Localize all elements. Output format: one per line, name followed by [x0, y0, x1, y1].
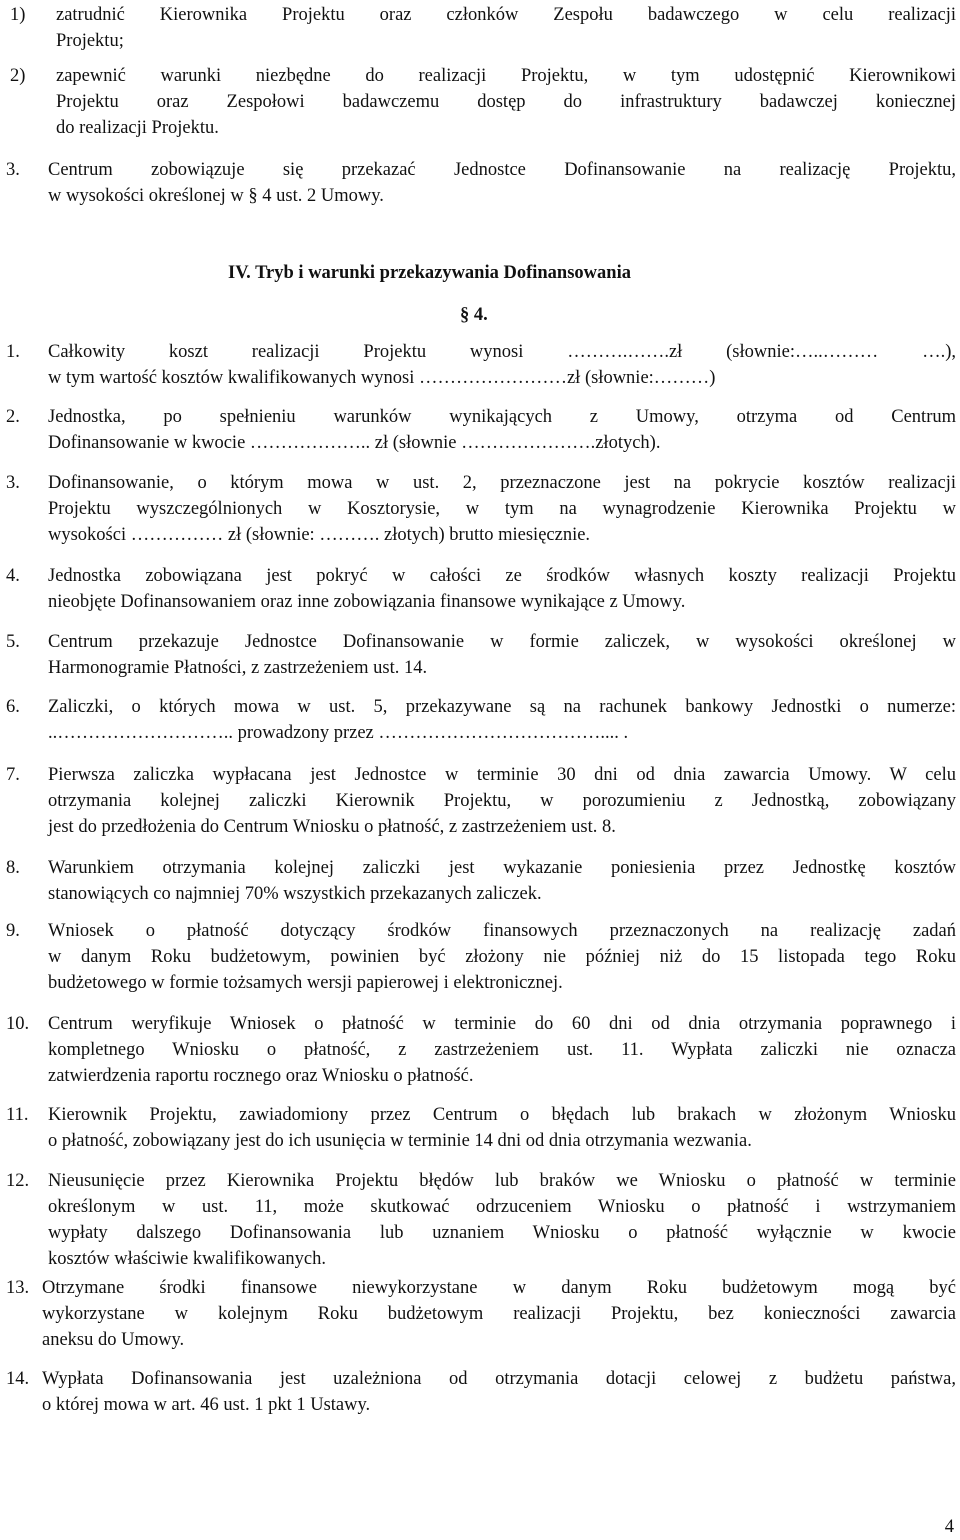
top-item-3: [6, 157, 956, 209]
list-item-6: [6, 694, 956, 746]
item-text-line: Zaliczki, o których mowa w ust. 5, przekazywane są na rachunek bankowy Jednostki o numerze:: [48, 697, 956, 717]
item-number: 5.: [6, 632, 20, 652]
item-text-line: Warunkiem otrzymania kolejnej zaliczki jest wykazanie poniesienia przez Jednostkę kosztów: [48, 858, 956, 878]
item-text-line: nieobjęte Dofinansowaniem oraz inne zobowiązania finansowe wynikające z Umowy.: [48, 592, 686, 612]
item-text-line: Projektu oraz Zespołowi badawczemu dostęp do infrastruktury badawczej koniecznej: [56, 92, 956, 112]
item-text-line: w danym Roku budżetowym, powinien być złożony nie później niż do 15 listopada tego Roku: [48, 947, 956, 967]
item-text-line: budżetowego w formie tożsamych wersji papierowej i elektronicznej.: [48, 973, 563, 993]
item-text-line: Dofinansowanie, o którym mowa w ust. 2, przeznaczone jest na pokrycie kosztów realizacji: [48, 473, 956, 493]
item-number: 6.: [6, 697, 20, 717]
item-number: 1): [10, 5, 26, 25]
top-item-1: [10, 2, 956, 54]
item-text-line: wypłaty dalszego Dofinansowania lub uznaniem Wniosku o płatność wyłącznie w kwocie: [48, 1223, 956, 1243]
item-number: 4.: [6, 566, 20, 586]
item-text-line: kompletnego Wniosku o płatność, z zastrzeżeniem ust. 11. Wypłata zaliczki nie oznacza: [48, 1040, 956, 1060]
item-number: 1.: [6, 342, 20, 362]
item-text-line: Projektu wyszczególnionych w Kosztorysie, w tym na wynagrodzenie Kierownika Projektu w: [48, 499, 956, 519]
item-number: 8.: [6, 858, 20, 878]
item-text-line: Harmonogramie Płatności, z zastrzeżeniem ust. 14.: [48, 658, 428, 678]
item-text-line: Wniosek o płatność dotyczący środków finansowych przeznaczonych na realizację zadań: [48, 921, 956, 941]
list-item-2: [6, 404, 956, 456]
list-item-1: [6, 339, 956, 391]
list-item-10: [6, 1011, 956, 1089]
item-number: 9.: [6, 921, 20, 941]
item-number: 11.: [6, 1105, 29, 1125]
item-text-line: Wypłata Dofinansowania jest uzależniona od otrzymania dotacji celowej z budżetu państwa,: [42, 1369, 956, 1389]
item-text-line: ..……………………….. prowadzony przez ……………………………….... .: [48, 723, 629, 743]
item-text-line: o płatność, zobowiązany jest do ich usunięcia w terminie 14 dni od dnia otrzymania wezwania.: [48, 1131, 752, 1151]
item-number: 12.: [6, 1171, 30, 1191]
item-number: 7.: [6, 765, 20, 785]
item-text-line: Dofinansowanie w kwocie ……………….. zł (słownie ………………….złotych).: [48, 433, 661, 453]
list-item-8: [6, 855, 956, 907]
item-number: 3.: [6, 473, 20, 493]
item-text-line: w tym wartość kosztów kwalifikowanych wynosi ……………………zł (słownie:………): [48, 368, 716, 388]
list-item-4: [6, 563, 956, 615]
item-number: 14.: [6, 1369, 30, 1389]
item-text-line: otrzymania kolejnej zaliczki Kierownik Projektu, w porozumieniu z Jednostką, zobowiązany: [48, 791, 956, 811]
item-number: 3.: [6, 160, 20, 180]
top-item-2: [10, 63, 956, 141]
item-number: 13.: [6, 1278, 30, 1298]
item-text-line: do realizacji Projektu.: [56, 118, 219, 138]
paragraph-title: § 4.: [460, 305, 488, 325]
item-text-line: aneksu do Umowy.: [42, 1330, 185, 1350]
item-text-line: Centrum przekazuje Jednostce Dofinansowanie w formie zaliczek, w wysokości określonej w: [48, 632, 956, 652]
item-text-line: Kierownik Projektu, zawiadomiony przez Centrum o błędach lub brakach w złożonym Wniosku: [48, 1105, 956, 1125]
item-number: 2.: [6, 407, 20, 427]
list-item-7: [6, 762, 956, 840]
item-text-line: Jednostka, po spełnieniu warunków wynikających z Umowy, otrzyma od Centrum: [48, 407, 956, 427]
item-text-line: wysokości …………… zł (słownie: ………. złotych) brutto miesięcznie.: [48, 525, 591, 545]
item-text-line: określonym w ust. 11, może skutkować odrzuceniem Wniosku o płatność i wstrzymaniem: [48, 1197, 956, 1217]
list-item-14: [6, 1366, 956, 1418]
page-number: 4: [944, 1517, 954, 1537]
item-number: 2): [10, 66, 26, 86]
item-text-line: jest do przedłożenia do Centrum Wniosku o płatność, z zastrzeżeniem ust. 8.: [48, 817, 616, 837]
item-text-line: Centrum weryfikuje Wniosek o płatność w terminie do 60 dni od dnia otrzymania poprawnego i: [48, 1014, 956, 1034]
list-item-3: [6, 470, 956, 548]
list-item-13: [6, 1275, 956, 1353]
item-text-line: kosztów właściwie kwalifikowanych.: [48, 1249, 326, 1269]
item-text-line: stanowiących co najmniej 70% wszystkich przekazanych zaliczek.: [48, 884, 542, 904]
item-text-line: Całkowity koszt realizacji Projektu wynosi ……….…….zł (słownie:…..……… ….),: [48, 342, 956, 362]
item-text-line: wykorzystane w kolejnym Roku budżetowym realizacji Projektu, bez konieczności zawarcia: [42, 1304, 956, 1324]
item-text-line: zatwierdzenia raportu rocznego oraz Wniosku o płatność.: [48, 1066, 474, 1086]
item-text-line: Centrum zobowiązuje się przekazać Jednostce Dofinansowanie na realizację Projektu,: [48, 160, 956, 180]
section-title: IV. Tryb i warunki przekazywania Dofinansowania: [228, 263, 631, 283]
item-text-line: zapewnić warunki niezbędne do realizacji Projektu, w tym udostępnić Kierownikowi: [56, 66, 956, 86]
item-text-line: zatrudnić Kierownika Projektu oraz członków Zespołu badawczego w celu realizacji: [56, 5, 956, 25]
item-text-line: Jednostka zobowiązana jest pokryć w całości ze środków własnych koszty realizacji Projektu: [48, 566, 956, 586]
list-item-5: [6, 629, 956, 681]
item-text-line: Pierwsza zaliczka wypłacana jest Jednostce w terminie 30 dni od dnia zawarcia Umowy. W celu: [48, 765, 956, 785]
item-text-line: w wysokości określonej w § 4 ust. 2 Umowy.: [48, 186, 384, 206]
list-item-9: [6, 918, 956, 996]
list-item-12: [6, 1168, 956, 1272]
item-text-line: Nieusunięcie przez Kierownika Projektu błędów lub braków we Wniosku o płatność w terminie: [48, 1171, 956, 1191]
item-text-line: Otrzymane środki finansowe niewykorzystane w danym Roku budżetowym mogą być: [42, 1278, 956, 1298]
item-number: 10.: [6, 1014, 30, 1034]
item-text-line: o której mowa w art. 46 ust. 1 pkt 1 Ustawy.: [42, 1395, 371, 1415]
list-item-11: [6, 1102, 956, 1154]
item-text-line: Projektu;: [56, 31, 124, 51]
